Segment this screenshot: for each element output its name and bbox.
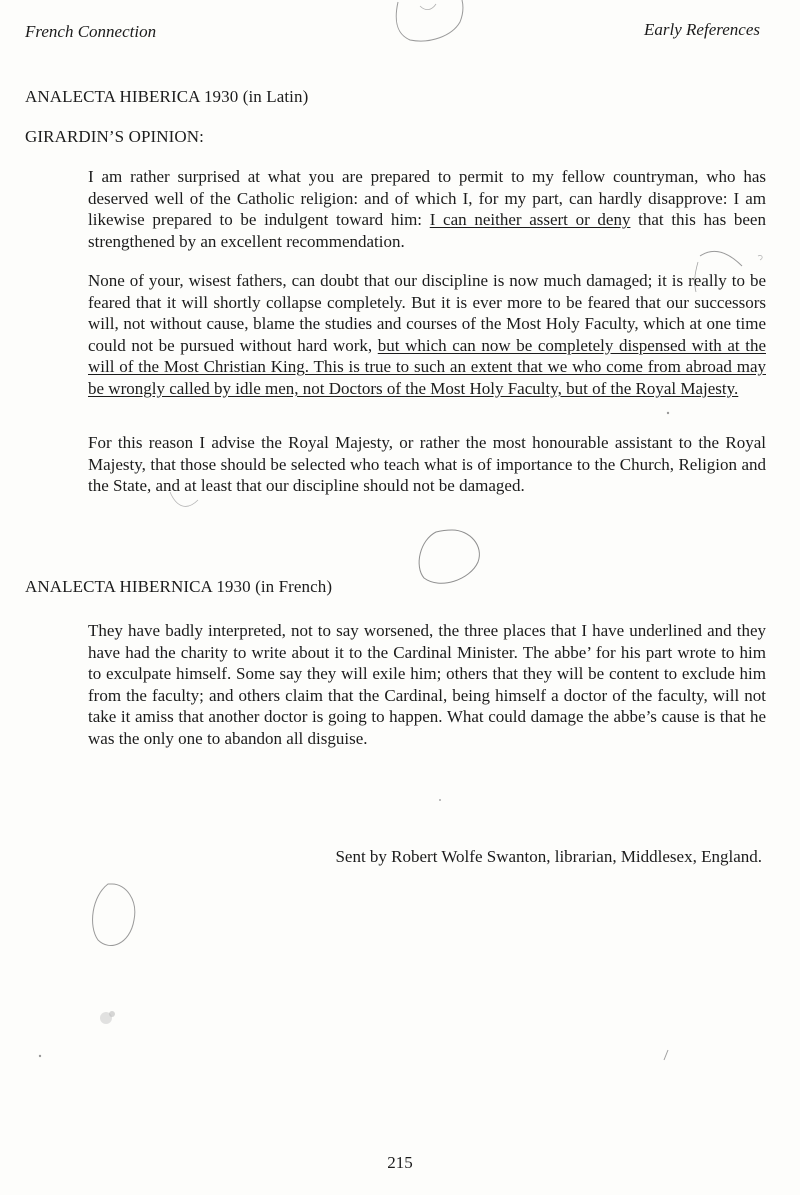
- page-number: 215: [387, 1153, 413, 1172]
- underlined-text: but which can now be completely dispensed with at the will of the Most Christian King. This is true to such an extent that we who come from abroad may be wrongly called by idle men, not Doctors of the Most Holy Faculty, but of the Royal Majesty.: [88, 335, 766, 398]
- paragraph-text: I am rather surprised at what you are prepared to permit to my fellow countryman, who has deserved well of the Catholic religion: and of which I, for my part, can hardly disapprove: I am likewise prepared to be indulgent toward him:: [88, 167, 766, 230]
- running-header-right: Early References: [644, 20, 760, 39]
- section-heading-latin: ANALECTA HIBERICA 1930 (in Latin): [25, 87, 309, 106]
- section-subheading-girardin: GIRARDIN’S OPINION:: [25, 127, 204, 146]
- underlined-text: I can neither assert or deny: [429, 210, 631, 230]
- signature-line: Sent by Robert Wolfe Swanton, librarian, Middlesex, England.: [335, 847, 762, 866]
- paragraph: They have badly interpreted, not to say worsened, the three places that I have underlined and they have had the charity to write about it to the Cardinal Minister. The abbe’ for his part wrote to him to exculpate himself. Some say they will exile him; others that they will be content to exclude him from the faculty; and others claim that the Cardinal, being himself a doctor of the faculty, will not take it amiss that another doctor is going to happen. What could damage the abbe’s cause is that he was the only one to abandon all disguise.: [88, 621, 766, 748]
- paragraph: [88, 166, 766, 252]
- section-heading-french: ANALECTA HIBERNICA 1930 (in French): [25, 577, 333, 596]
- paragraph-text: None of your, wisest fathers, can doubt that our discipline is now much damaged; it is really to be feared that it will shortly collapse completely. But it is ever more to be feared that our successors will, not without cause, blame the studies and courses of the Most Holy Faculty, which at one time could not be pursued without hard work,: [88, 271, 766, 355]
- paragraph: For this reason I advise the Royal Majesty, or rather the most honourable assistant to the Royal Majesty, that those should be selected who teach what is of importance to the Church, Religion and the State, and at least that our discipline should not be damaged.: [88, 433, 766, 496]
- running-header-left: French Connection: [25, 22, 157, 41]
- paragraph-text: that this has been strengthened by an excellent recommendation.: [88, 210, 766, 251]
- paragraph: [88, 270, 766, 400]
